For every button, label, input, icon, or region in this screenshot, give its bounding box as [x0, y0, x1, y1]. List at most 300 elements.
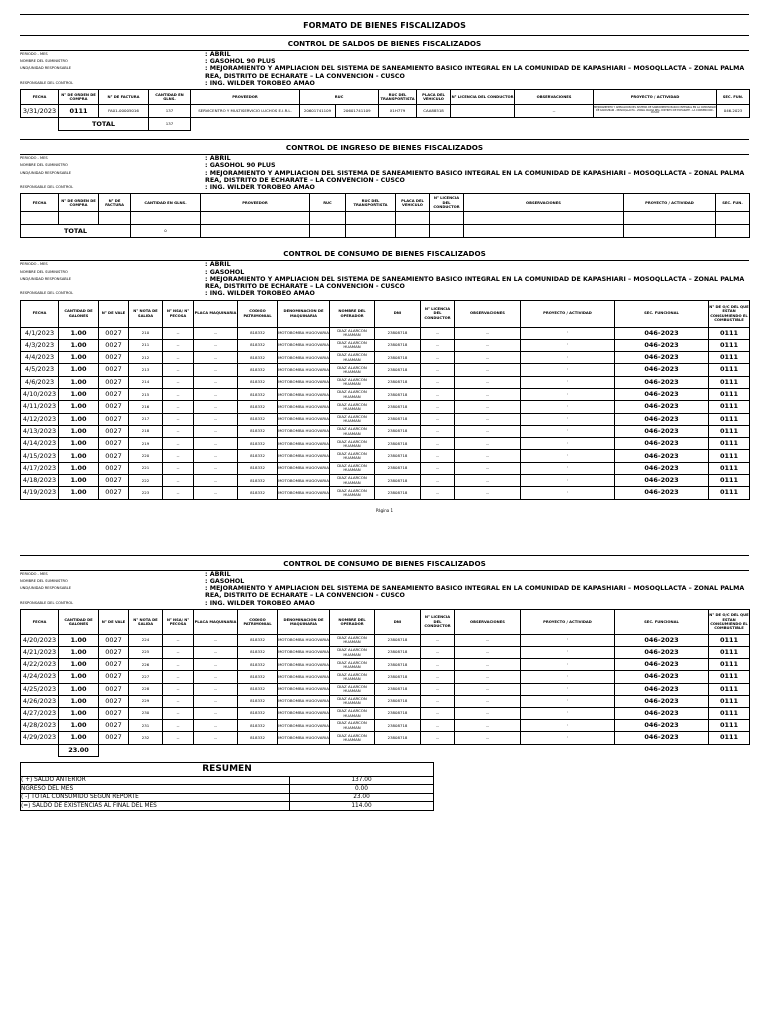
column-header: DNI [375, 300, 421, 327]
cell-nsa: -- [163, 376, 194, 388]
cell-orden-compra: 0111 [709, 413, 750, 425]
cell-factura: FA01-00005016 [99, 105, 149, 118]
saldos-info [20, 51, 749, 87]
cell-cantidad: 1.00 [59, 413, 99, 425]
cell-orden-compra: 0111 [709, 450, 750, 462]
cell-vale: 0027 [99, 339, 129, 351]
cell-codigo: 818332 [238, 707, 278, 719]
cell-denominacion: MOTOBOMBA HUGOVARIA [278, 376, 330, 388]
cell-operador: DIAZ ALARCON HUAMAN [330, 659, 375, 671]
empty-cell [21, 212, 59, 225]
cell-nota-salida: 222 [129, 475, 163, 487]
cell-licencia: -- [421, 659, 455, 671]
cell-dni: 23808718 [375, 376, 421, 388]
cell-nsa: -- [163, 683, 194, 695]
value-proyecto: : MEJORAMIENTO Y AMPLIACION DEL SISTEMA DE SANEAMIENTO BASICO INTEGRAL EN LA COMUNIDAD DE KAPASHIARI – MOSOQLLACTA – ZONAL PALMA REA, DISTRITO DE ECHARATE – LA CONVENCION - CUSCO [205, 275, 745, 291]
ingreso-info [20, 155, 749, 191]
consumo-table-2 [20, 609, 750, 757]
cell-nota-salida: 232 [129, 732, 163, 744]
cell-placa: -- [194, 487, 238, 499]
resumen-title: RESUMEN [21, 762, 434, 776]
cell-dni: 23808718 [375, 352, 421, 364]
cell-fecha: 4/5/2023 [21, 364, 59, 376]
cell-denominacion: MOTOBOMBA HUGOVARIA [278, 659, 330, 671]
cell-nota-salida: 224 [129, 634, 163, 646]
cell-placa: -- [194, 376, 238, 388]
cell-vale: 0027 [99, 695, 129, 707]
empty-cell [346, 212, 396, 225]
cell-cantidad: 1.00 [59, 438, 99, 450]
cell-cantidad: 137 [149, 105, 191, 118]
resumen-row [21, 802, 434, 811]
column-header: N° NSA/ N° PECOSA [163, 609, 194, 634]
cell-nota-salida: 227 [129, 671, 163, 683]
cell-nota-salida: 230 [129, 707, 163, 719]
cell-cantidad: 1.00 [59, 462, 99, 474]
cell-observaciones: -- [455, 634, 521, 646]
cell-dni: 23808718 [375, 671, 421, 683]
column-header: FECHA [21, 300, 59, 327]
cell-denominacion: MOTOBOMBA HUGOVARIA [278, 707, 330, 719]
cell-codigo: 818332 [238, 376, 278, 388]
cell-dni: 23808718 [375, 720, 421, 732]
column-header: PROYECTO / ACTIVIDAD [594, 90, 717, 105]
cell-vale: 0027 [99, 707, 129, 719]
label-responsable: RESPONSABLE DEL CONTROL [20, 185, 74, 190]
cell-nsa: -- [163, 720, 194, 732]
label-responsable: RESPONSABLE DEL CONTROL [20, 291, 74, 296]
resumen-value: 23.00 [290, 793, 434, 802]
cell-licencia: -- [421, 438, 455, 450]
column-header: RUC [310, 194, 346, 212]
column-header: PROYECTO / ACTIVIDAD [521, 609, 615, 634]
cell-placa: -- [194, 352, 238, 364]
label-periodo: PERIODO - MES [20, 571, 48, 576]
table-row [21, 425, 750, 437]
cell-fecha: 4/25/2023 [21, 683, 59, 695]
cell-observaciones: -- [455, 352, 521, 364]
cell-observaciones: -- [455, 438, 521, 450]
value-suministro: : GASOHOL 90 PLUS [205, 162, 276, 170]
cell-licencia: -- [421, 364, 455, 376]
cell-nota-salida: 220 [129, 450, 163, 462]
label-suministro: NOMBRE DEL SUMINISTRO [20, 578, 68, 583]
table-row [21, 695, 750, 707]
column-header: CANTIDAD DE GALONES [59, 609, 99, 634]
column-header: NOMBRE DEL OPERADOR [330, 609, 375, 634]
cell-fecha: 4/18/2023 [21, 475, 59, 487]
empty-cell [310, 212, 346, 225]
table-row [21, 732, 750, 744]
cell-proyecto: ' [521, 339, 615, 351]
cell-sec-funcional: 046-2023 [615, 707, 709, 719]
column-header: DENOMINACION DE MAQUINARIA [278, 609, 330, 634]
cell-orden-compra: 0111 [709, 401, 750, 413]
cell-denominacion: MOTOBOMBA HUGOVARIA [278, 732, 330, 744]
label-periodo: PERIODO - MES [20, 262, 48, 267]
cell-operador: DIAZ ALARCON HUAMAN [330, 450, 375, 462]
column-header: PLACA MAQUINARIA [194, 609, 238, 634]
cell-fecha: 4/12/2023 [21, 413, 59, 425]
cell-nsa: -- [163, 695, 194, 707]
column-header: NOMBRE DEL OPERADOR [330, 300, 375, 327]
cell-observaciones: -- [455, 707, 521, 719]
cell-orden-compra: 0111 [709, 732, 750, 744]
cell-licencia: -- [421, 707, 455, 719]
cell-denominacion: MOTOBOMBA HUGOVARIA [278, 683, 330, 695]
cell-orden-compra: 0111 [709, 364, 750, 376]
cell-vale: 0027 [99, 475, 129, 487]
cell-cantidad: 1.00 [59, 707, 99, 719]
cell-sec-funcional: 046-2023 [615, 671, 709, 683]
cell-orden-compra: 0111 [709, 327, 750, 339]
cell-cantidad: 1.00 [59, 695, 99, 707]
cell-vale: 0027 [99, 425, 129, 437]
cell-placa: -- [194, 647, 238, 659]
column-header: N° DE ORDEN DE COMPRA [59, 90, 99, 105]
cell-vale: 0027 [99, 634, 129, 646]
cell-denominacion: MOTOBOMBA HUGOVARIA [278, 450, 330, 462]
cell-nota-salida: 210 [129, 327, 163, 339]
cell-operador: DIAZ ALARCON HUAMAN [330, 364, 375, 376]
cell-fecha: 4/19/2023 [21, 487, 59, 499]
cell-nota-salida: 214 [129, 376, 163, 388]
cell-proyecto: MEJORAMIENTO Y AMPLIACION DEL SISTEMA DE SANEAMIENTO BASICO INTEGRAL EN LA COMUNIDAD DE KAPASHIARI - MOSOQLLACTA - ZONAL PALMA REA, DISTRITO DE ECHARATE - LA CONVENCION - CUSCO [594, 105, 717, 118]
cell-dni: 23808718 [375, 327, 421, 339]
column-header: PLACA DEL VEHICULO [417, 90, 451, 105]
cell-denominacion: MOTOBOMBA HUGOVARIA [278, 634, 330, 646]
cell-vale: 0027 [99, 376, 129, 388]
cell-observaciones: -- [455, 695, 521, 707]
table-row [21, 352, 750, 364]
column-header: SEC. FUNCIONAL [615, 609, 709, 634]
table-row [21, 364, 750, 376]
cell-observaciones: -- [455, 389, 521, 401]
cell-placa: -- [194, 683, 238, 695]
cell-codigo: 818332 [238, 389, 278, 401]
empty-cell [201, 225, 310, 238]
cell-denominacion: MOTOBOMBA HUGOVARIA [278, 339, 330, 351]
cell-licencia: -- [421, 413, 455, 425]
cell-nota-salida: 226 [129, 659, 163, 671]
spacer [99, 744, 750, 756]
cell-dni: 23808718 [375, 695, 421, 707]
column-header: N° LICENCIA DEL CONDUCTOR [421, 300, 455, 327]
consumo-table-1 [20, 300, 750, 500]
empty-cell [464, 212, 624, 225]
ingreso-table [20, 193, 750, 238]
resumen-label: (=) SALDO DE EXISTENCIAS AL FINAL DEL MES [21, 802, 290, 811]
value-responsable: : ING. WILDER TOROBEO AMAO [205, 290, 315, 298]
cell-denominacion: MOTOBOMBA HUGOVARIA [278, 413, 330, 425]
cell-observaciones: -- [455, 487, 521, 499]
cell-orden-compra: 0111 [709, 683, 750, 695]
cell-denominacion: MOTOBOMBA HUGOVARIA [278, 475, 330, 487]
cell-placa: -- [194, 413, 238, 425]
cell-nota-salida: 215 [129, 389, 163, 401]
cell-vale: 0027 [99, 462, 129, 474]
column-header: PROYECTO / ACTIVIDAD [521, 300, 615, 327]
table-row [21, 720, 750, 732]
column-header: RUC DEL TRANSPORTISTA [346, 194, 396, 212]
cell-licencia: -- [421, 695, 455, 707]
resumen-label: ( -) TOTAL CONSUMIDO SEGUN REPORTE [21, 793, 290, 802]
cell-codigo: 818332 [238, 487, 278, 499]
cell-fecha: 4/21/2023 [21, 647, 59, 659]
table-row [21, 707, 750, 719]
cell-nsa: -- [163, 413, 194, 425]
cell-codigo: 818332 [238, 413, 278, 425]
cell-dni: 23808718 [375, 659, 421, 671]
cell-proyecto: ' [521, 462, 615, 474]
cell-sec-funcional: 046-2023 [615, 401, 709, 413]
cell-orden-compra: 0111 [709, 475, 750, 487]
cell-codigo: 818332 [238, 339, 278, 351]
table-row [21, 105, 750, 118]
table-row [21, 450, 750, 462]
column-header: N° LICENCIA DEL CONDUCTOR [451, 90, 515, 105]
column-header: OBSERVACIONES [455, 609, 521, 634]
label-unidad: UND/UNIDAD RESPONSABLE [20, 66, 72, 71]
column-header: CODIGO PATRIMONIAL [238, 609, 278, 634]
cell-sec-funcional: 046-2023 [615, 487, 709, 499]
cell-sec-funcional: 046-2023 [615, 450, 709, 462]
empty-cell [59, 212, 99, 225]
saldos-section-title: CONTROL DE SALDOS DE BIENES FISCALIZADOS [20, 36, 749, 51]
cell-observaciones: -- [455, 647, 521, 659]
cell-licencia: -- [421, 720, 455, 732]
consumo-section-title: CONTROL DE CONSUMO DE BIENES FISCALIZADOS [20, 246, 749, 261]
cell-proyecto: ' [521, 720, 615, 732]
label-unidad: UND/UNIDAD RESPONSABLE [20, 276, 72, 281]
cell-proyecto: ' [521, 634, 615, 646]
cell-cantidad: 1.00 [59, 364, 99, 376]
cell-nota-salida: 221 [129, 462, 163, 474]
cell-orden-compra: 0111 [709, 438, 750, 450]
resumen-label: ( +) SALDO ANTERIOR [21, 776, 290, 785]
cell-proyecto: ' [521, 438, 615, 450]
page-number: Página 1 [375, 507, 394, 513]
cell-fecha: 4/28/2023 [21, 720, 59, 732]
cell-nota-salida: 223 [129, 487, 163, 499]
cell-sec-funcional: 046-2023 [615, 425, 709, 437]
table-row [21, 327, 750, 339]
consumo2-section-title: CONTROL DE CONSUMO DE BIENES FISCALIZADOS [20, 555, 749, 571]
cell-orden-compra: 0111 [709, 720, 750, 732]
column-header: CANTIDAD DE GALONES [59, 300, 99, 327]
resumen-value: 114.00 [290, 802, 434, 811]
cell-nota-salida: 218 [129, 425, 163, 437]
cell-cantidad: 1.00 [59, 401, 99, 413]
cell-operador: DIAZ ALARCON HUAMAN [330, 707, 375, 719]
cell-orden-compra: 0111 [709, 647, 750, 659]
cell-placa: -- [194, 401, 238, 413]
saldos-total-row [21, 118, 750, 131]
cell-fecha: 3/31/2023 [21, 105, 59, 118]
cell-nota-salida: 225 [129, 647, 163, 659]
cell-denominacion: MOTOBOMBA HUGOVARIA [278, 425, 330, 437]
column-header: PROVEEDOR [191, 90, 300, 105]
cell-licencia: -- [421, 450, 455, 462]
empty-cell [201, 212, 310, 225]
cell-proyecto: ' [521, 647, 615, 659]
cell-placa: -- [194, 339, 238, 351]
cell-cantidad: 1.00 [59, 475, 99, 487]
cell-placa: CAA88518 [417, 105, 451, 118]
cell-denominacion: MOTOBOMBA HUGOVARIA [278, 462, 330, 474]
column-header: OBSERVACIONES [515, 90, 594, 105]
cell-nsa: -- [163, 487, 194, 499]
cell-sec-funcional: 046-2023 [615, 732, 709, 744]
cell-placa: -- [194, 671, 238, 683]
cell-codigo: 818332 [238, 659, 278, 671]
cell-licencia: -- [421, 732, 455, 744]
cell-nsa: -- [163, 364, 194, 376]
cell-codigo: 818332 [238, 671, 278, 683]
cell-vale: 0027 [99, 327, 129, 339]
cell-denominacion: MOTOBOMBA HUGOVARIA [278, 438, 330, 450]
cell-cantidad: 1.00 [59, 671, 99, 683]
cell-proyecto: ' [521, 425, 615, 437]
column-header: CANTIDAD EN GLNS. [131, 194, 201, 212]
cell-orden-compra: 0111 [709, 339, 750, 351]
main-title: FORMATO DE BIENES FISCALIZADOS [20, 14, 749, 36]
cell-licencia: -- [421, 634, 455, 646]
label-suministro: NOMBRE DEL SUMINISTRO [20, 269, 68, 274]
cell-proyecto: ' [521, 475, 615, 487]
table-row [21, 413, 750, 425]
cell-observaciones: -- [455, 413, 521, 425]
empty-cell [624, 225, 716, 238]
empty-cell [131, 212, 201, 225]
cell-codigo: 818332 [238, 364, 278, 376]
empty-cell [310, 225, 346, 238]
cell-cantidad: 1.00 [59, 720, 99, 732]
cell-codigo: 818332 [238, 732, 278, 744]
resumen-table [20, 762, 434, 811]
cell-sec-funcional: 046-2023 [615, 695, 709, 707]
table-row [21, 487, 750, 499]
ingreso-total-row [21, 225, 750, 238]
resumen-value: 137.00 [290, 776, 434, 785]
cell-placa: -- [194, 634, 238, 646]
cell-orden-compra: 0111 [709, 376, 750, 388]
table-row [21, 389, 750, 401]
cell-orden-compra: 0111 [709, 707, 750, 719]
cell-operador: DIAZ ALARCON HUAMAN [330, 695, 375, 707]
column-header: N° LICENCIA DEL CONDUCTOR [421, 609, 455, 634]
cell-fecha: 4/27/2023 [21, 707, 59, 719]
cell-nsa: -- [163, 707, 194, 719]
cell-cantidad: 1.00 [59, 647, 99, 659]
cell-orden-compra: 0111 [709, 389, 750, 401]
cell-operador: DIAZ ALARCON HUAMAN [330, 671, 375, 683]
cell-nsa: -- [163, 425, 194, 437]
cell-operador: DIAZ ALARCON HUAMAN [330, 352, 375, 364]
cell-placa: -- [194, 364, 238, 376]
table-row [21, 376, 750, 388]
cell-nsa: -- [163, 647, 194, 659]
cell-nsa: -- [163, 475, 194, 487]
cell-placa: -- [194, 720, 238, 732]
cell-dni: 23808718 [375, 438, 421, 450]
cell-fecha: 4/1/2023 [21, 327, 59, 339]
empty-cell [99, 212, 131, 225]
cell-observaciones: -- [515, 105, 594, 118]
cell-fecha: 4/3/2023 [21, 339, 59, 351]
cell-nsa: -- [163, 671, 194, 683]
cell-licencia: -- [421, 683, 455, 695]
column-header: N° DE VALE [99, 300, 129, 327]
column-header: SEC. FUN. [717, 90, 750, 105]
cell-orden-compra: 0111 [709, 695, 750, 707]
cell-sec-funcional: 046-2023 [615, 352, 709, 364]
cell-cantidad: 1.00 [59, 683, 99, 695]
table-row [21, 475, 750, 487]
value-periodo: : ABRIL [205, 155, 231, 163]
cell-operador: DIAZ ALARCON HUAMAN [330, 413, 375, 425]
table-row [21, 438, 750, 450]
cell-placa: -- [194, 327, 238, 339]
document-page [20, 14, 749, 811]
cell-placa: -- [194, 438, 238, 450]
cell-ruc: 20601741109 [300, 105, 336, 118]
value-proyecto: : MEJORAMIENTO Y AMPLIACION DEL SISTEMA DE SANEAMIENTO BASICO INTEGRAL EN LA COMUNIDAD DE KAPASHIARI – MOSOQLLACTA – ZONAL PALMA REA, DISTRITO DE ECHARATE – LA CONVENCION - CUSCO [205, 65, 745, 80]
cell-proyecto: ' [521, 732, 615, 744]
cell-vale: 0027 [99, 438, 129, 450]
cell-ruc2: 20601741109 [336, 105, 379, 118]
cell-nota-salida: 231 [129, 720, 163, 732]
cell-proyecto: ' [521, 487, 615, 499]
cell-fecha: 4/4/2023 [21, 352, 59, 364]
cell-placa: -- [194, 659, 238, 671]
value-responsable: : ING. WILDER TOROBEO AMAO [205, 599, 315, 607]
cell-observaciones: -- [455, 376, 521, 388]
cell-observaciones: -- [455, 327, 521, 339]
cell-orden-compra: 0111 [709, 352, 750, 364]
cell-dni: 23808718 [375, 634, 421, 646]
column-header: FECHA [21, 609, 59, 634]
cell-proyecto: ' [521, 450, 615, 462]
value-responsable: : ING. WILDER TOROBEO AMAO [205, 184, 315, 192]
label-unidad: UND/UNIDAD RESPONSABLE [20, 170, 72, 175]
value-responsable: : ING. WILDER TOROBEO AMAO [205, 79, 315, 87]
cell-placa: -- [194, 425, 238, 437]
empty-cell [396, 212, 430, 225]
label-suministro: NOMBRE DEL SUMINISTRO [20, 163, 68, 168]
cell-nsa: -- [163, 659, 194, 671]
cell-nsa: -- [163, 732, 194, 744]
cell-proyecto: ' [521, 707, 615, 719]
cell-cantidad: 1.00 [59, 352, 99, 364]
cell-vale: 0027 [99, 352, 129, 364]
cell-denominacion: MOTOBOMBA HUGOVARIA [278, 671, 330, 683]
empty-cell [464, 225, 624, 238]
cell-vale: 0027 [99, 732, 129, 744]
cell-denominacion: MOTOBOMBA HUGOVARIA [278, 389, 330, 401]
cell-fecha: 4/11/2023 [21, 401, 59, 413]
cell-denominacion: MOTOBOMBA HUGOVARIA [278, 647, 330, 659]
cell-operador: DIAZ ALARCON HUAMAN [330, 339, 375, 351]
cell-sec: 046.2023 [717, 105, 750, 118]
cell-vale: 0027 [99, 487, 129, 499]
consumo-info [20, 261, 749, 297]
cell-licencia: -- [421, 376, 455, 388]
column-header: N° DE O/C DEL QUE ESTAN CONSUMIENDO EL COMBUSTIBLE [709, 609, 750, 634]
cell-vale: 0027 [99, 647, 129, 659]
cell-cantidad: 1.00 [59, 425, 99, 437]
table-row [21, 683, 750, 695]
